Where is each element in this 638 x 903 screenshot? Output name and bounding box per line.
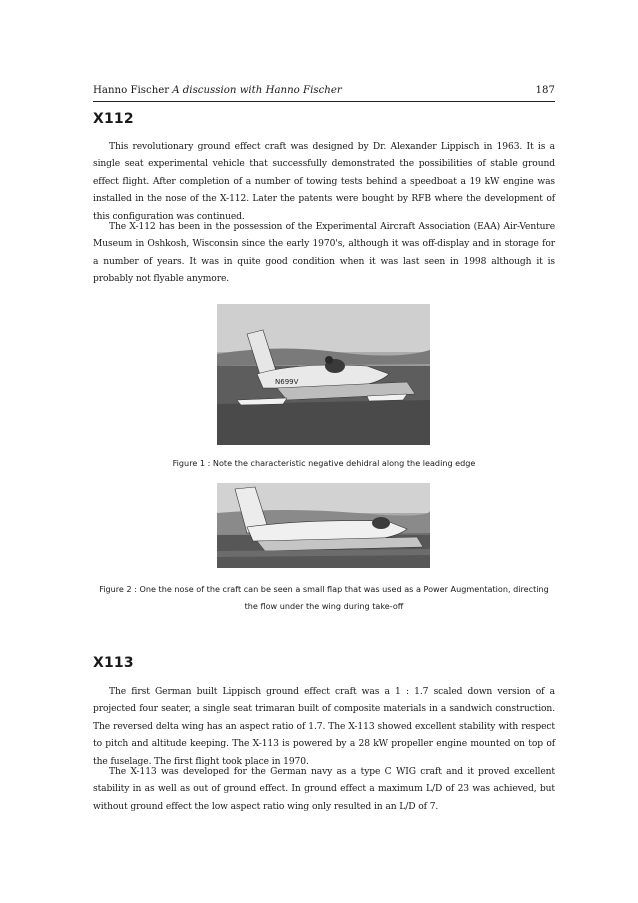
header-author: Hanno Fischer bbox=[93, 85, 170, 96]
page-number: 187 bbox=[535, 85, 555, 96]
section-heading-x112: X112 bbox=[93, 111, 134, 127]
figure-2-photo bbox=[217, 483, 430, 568]
tail-marking-text: N699V bbox=[275, 378, 299, 386]
figure-1-photo bbox=[217, 304, 430, 445]
section-heading-x113: X113 bbox=[93, 655, 134, 671]
x113-paragraph-1: The first German built Lippisch ground effect craft was a 1 : 1.7 scaled down version of a projected four seater, a single seat trimaran built of composite materials in a sandwich construction. The reversed delta wing has an aspect ratio of 1.7. The X-113 showed excellent stability with respect to pitch and altitude keeping. The X-113 is powered by a 28 kW propeller engine mounted on top of the fuselage. The first flight took place in 1970. bbox=[93, 687, 555, 767]
x113-paragraph-2: The X-113 was developed for the German navy as a type C WIG craft and it proved excellent stability in as well as out of ground effect. In ground effect a maximum L/D of 23 was achieved, but without ground effect the low aspect ratio wing only resulted in an L/D of 7. bbox=[93, 767, 555, 812]
running-header bbox=[93, 84, 555, 98]
figure-2-caption: Figure 2 : One the nose of the craft can be seen a small flap that was used as a Power Augmentation, directing the flow under the wing during take-off bbox=[99, 584, 549, 611]
header-title: A discussion with Hanno Fischer bbox=[172, 85, 342, 96]
x112-paragraph-2: The X-112 has been in the possession of the Experimental Aircraft Association (EAA) Air-Venture Museum in Oshkosh, Wisconsin since the early 1970's, although it was off-display and in storage for a number of years. It was in quite good condition when it was last seen in 1998 although it is probably not flyable anymore. bbox=[93, 222, 555, 285]
x112-paragraph-1: This revolutionary ground effect craft was designed by Dr. Alexander Lippisch in 1963. It is a single seat experimental vehicle that successfully demonstrated the possibilities of stable ground effect flight. After completion of a number of towing tests behind a speedboat a 19 kW engine was installed in the nose of the X-112. Later the patents were bought by RFB where the development of this configuration was continued. bbox=[93, 142, 555, 222]
header-rule bbox=[93, 101, 555, 102]
figure-1-caption: Figure 1 : Note the characteristic negative dehidral along the leading edge bbox=[172, 458, 476, 468]
